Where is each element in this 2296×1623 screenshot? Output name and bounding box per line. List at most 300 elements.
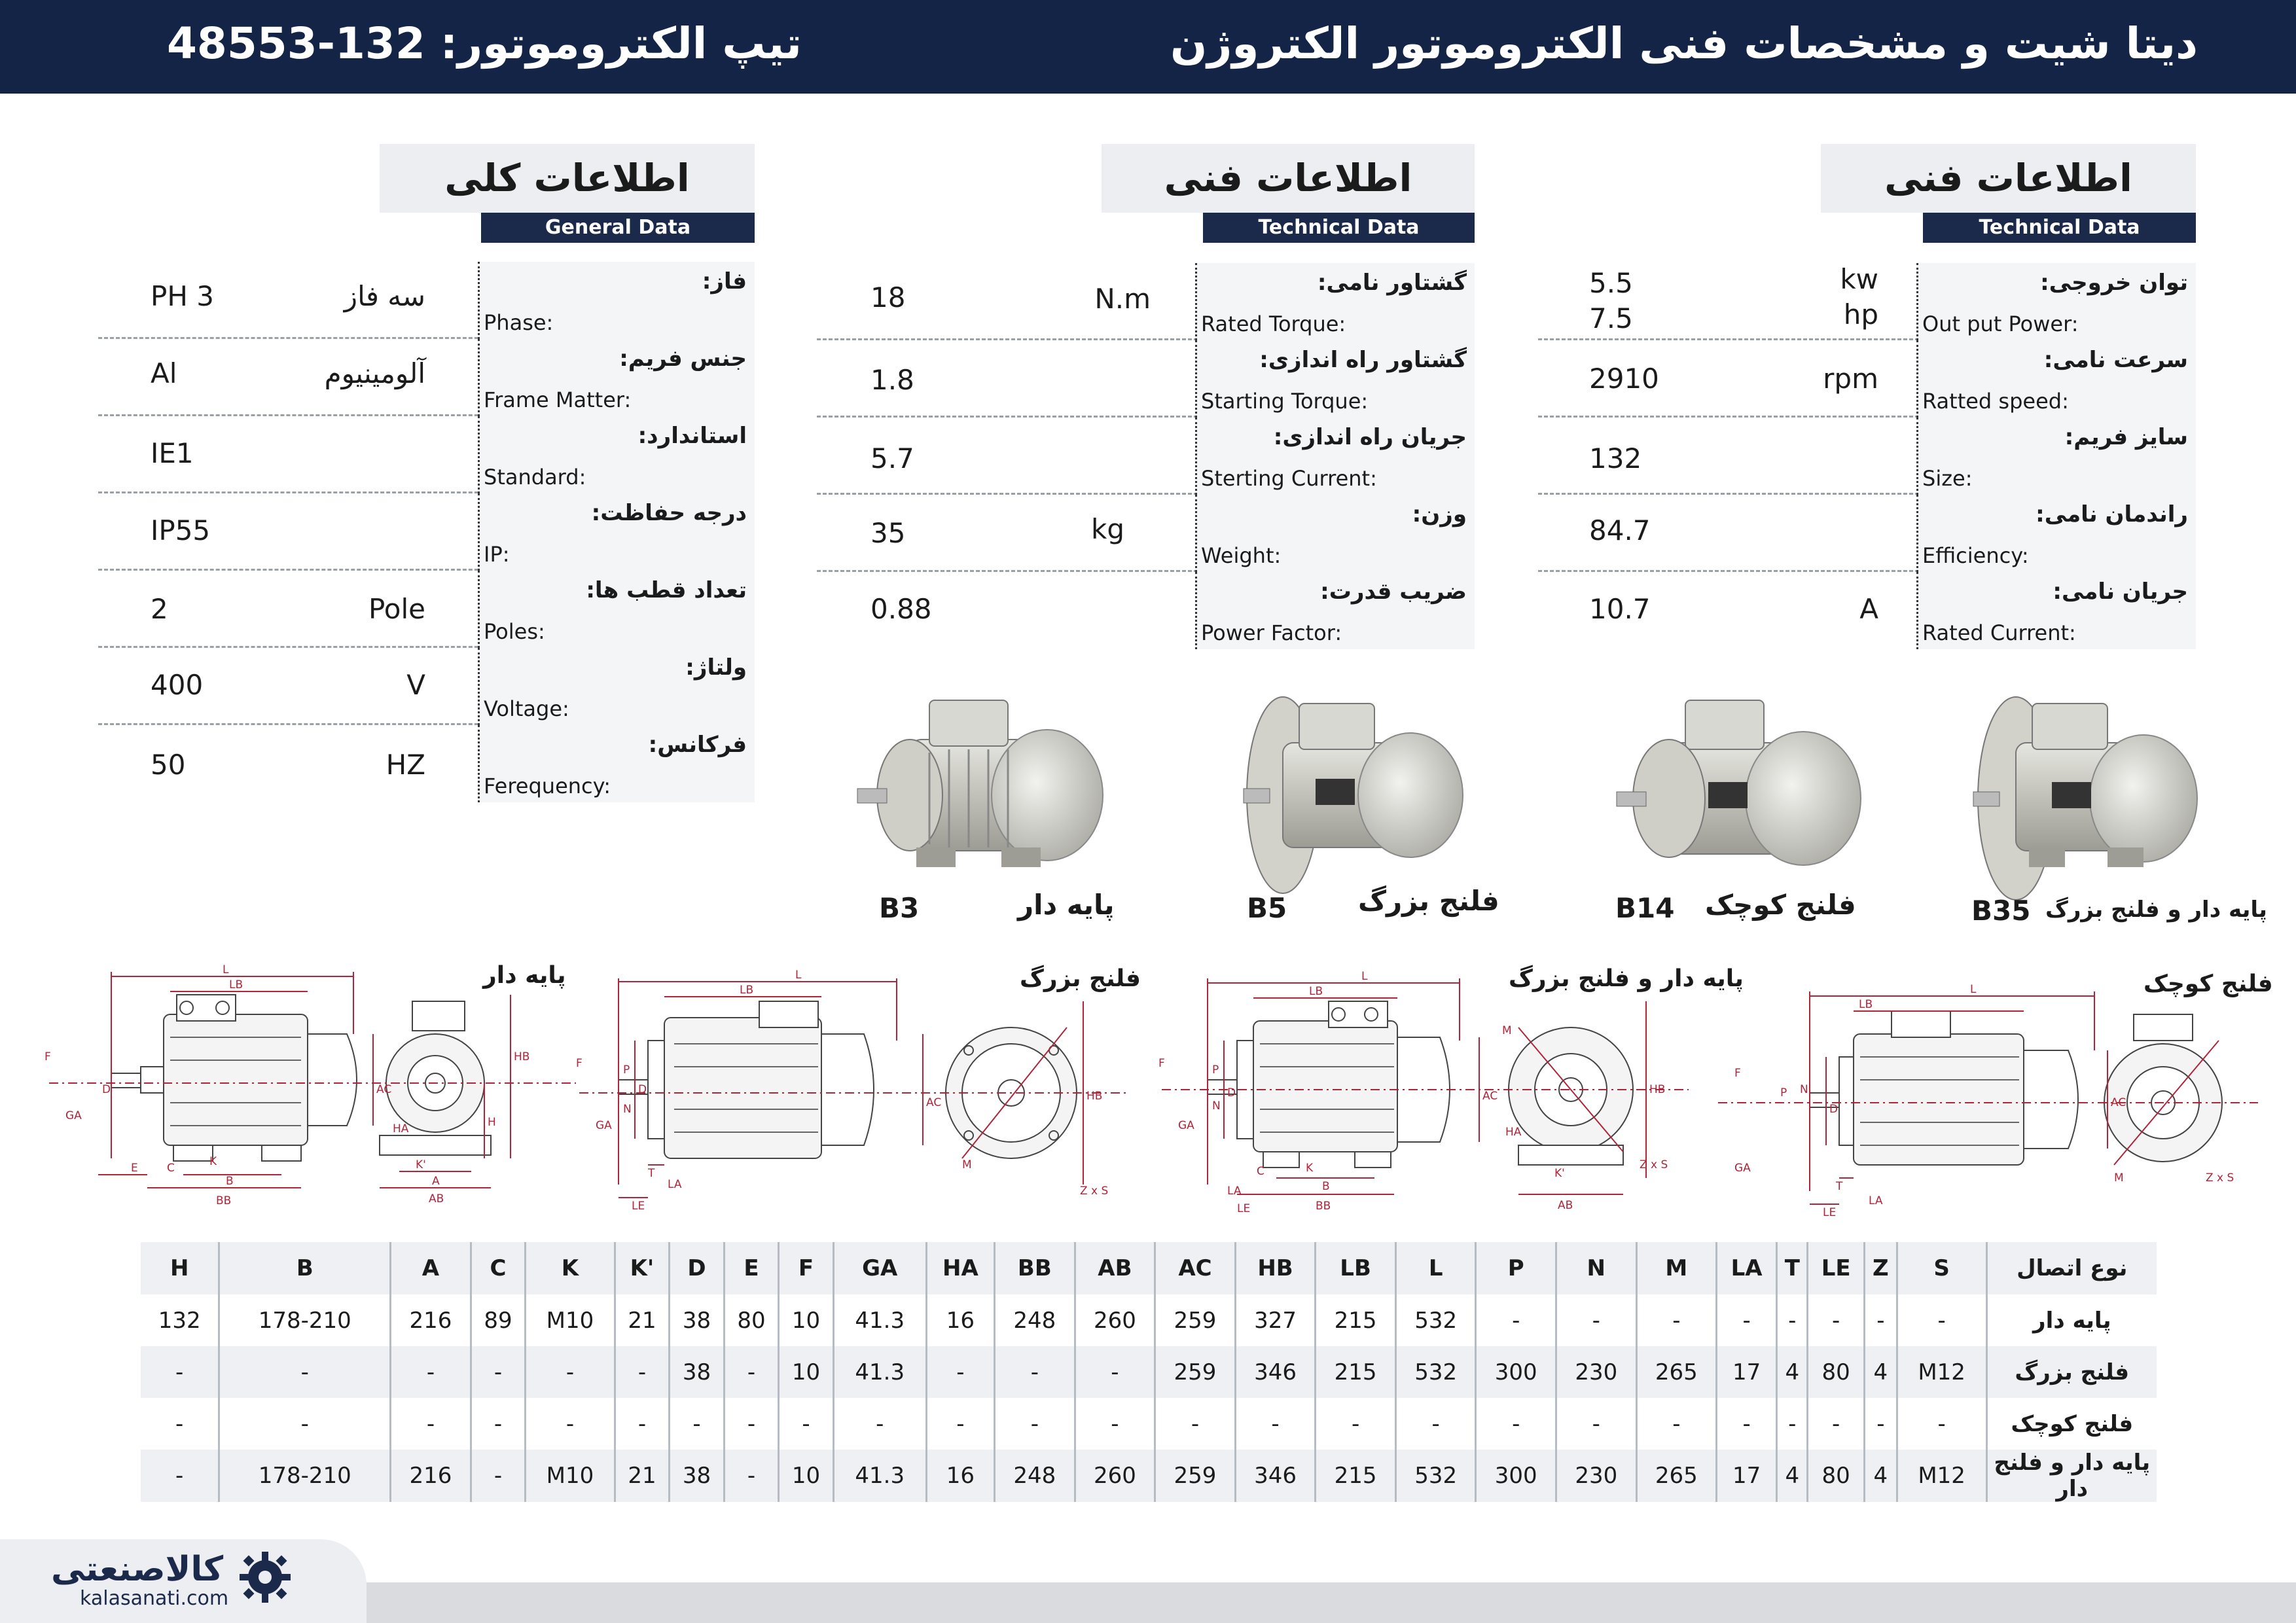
row-label-en: Power Factor:: [1201, 620, 1342, 645]
table-header: B: [219, 1242, 391, 1294]
dim-label: BB: [216, 1194, 232, 1207]
row-label-cell: [478, 725, 755, 802]
table-cell: -: [1777, 1294, 1808, 1346]
panel-title: اطلاعات کلی: [380, 144, 755, 213]
dim-label: GA: [1734, 1162, 1751, 1175]
row-label-cell: [1195, 263, 1475, 340]
table-cell: -: [141, 1398, 219, 1450]
drawing-title-flange-big: فلنج بزرگ: [1020, 965, 1141, 992]
website-url: kalasanati.com: [80, 1587, 229, 1610]
general-row-phase: [98, 262, 755, 339]
table-cell: 532: [1395, 1346, 1476, 1398]
row-label-fa: جریان نامی:: [2053, 579, 2188, 605]
table-cell: 41.3: [833, 1294, 926, 1346]
row-value: 2: [151, 593, 168, 625]
row-value: 1.8: [870, 364, 914, 396]
dim-label: LA: [668, 1178, 682, 1191]
row-unit: V: [406, 669, 425, 701]
table-cell: -: [1717, 1398, 1777, 1450]
dim-label: N: [1212, 1099, 1221, 1113]
table-header: H: [141, 1242, 219, 1294]
table-cell: 38: [670, 1346, 725, 1398]
row-label-en: Size:: [1922, 466, 1973, 491]
mount-code-b35: B35: [1971, 895, 2031, 927]
dim-label: F: [1734, 1067, 1741, 1080]
row-value-kw: 5.5: [1589, 267, 1633, 299]
row-label-en: Frame Matter:: [484, 387, 632, 412]
table-cell: 80: [724, 1294, 779, 1346]
table-cell: 230: [1556, 1346, 1637, 1398]
motor-photo-b5: [1244, 697, 1463, 893]
row-value: 35: [870, 517, 906, 549]
table-cell: -: [219, 1346, 391, 1398]
row-label-fa: درجه حفاظت:: [591, 500, 747, 526]
panel-subtitle: Technical Data: [1923, 213, 2196, 243]
dim-label: GA: [1178, 1119, 1194, 1132]
dimensions-table: [141, 1242, 2157, 1502]
gear-icon: [236, 1548, 295, 1607]
table-cell: 21: [615, 1294, 670, 1346]
table-cell: -: [1556, 1398, 1637, 1450]
table-header: T: [1777, 1242, 1808, 1294]
table-cell: -: [724, 1398, 779, 1450]
row-label-en: Phase:: [484, 310, 554, 335]
table-cell: -: [1897, 1294, 1986, 1346]
table-row-label: پایه دار و فلنج دار: [1986, 1450, 2157, 1502]
tech-row-rated-current: [1538, 572, 2196, 649]
row-value-hp: 7.5: [1589, 302, 1633, 334]
table-header: E: [724, 1242, 779, 1294]
dim-label: K: [1306, 1162, 1314, 1175]
table-cell: 532: [1395, 1450, 1476, 1502]
dim-label: GA: [596, 1119, 612, 1132]
table-cell: 80: [1808, 1346, 1864, 1398]
table-cell: M12: [1897, 1346, 1986, 1398]
dim-label: T: [1836, 1180, 1843, 1193]
dim-label: M: [1502, 1024, 1512, 1037]
tech-row-speed: [1538, 340, 2196, 418]
row-label-fa: تعداد قطب ها:: [586, 577, 747, 603]
dim-label: L: [795, 969, 802, 982]
row-label-en: Rated Current:: [1922, 620, 2076, 645]
table-header: BB: [995, 1242, 1075, 1294]
table-header: N: [1556, 1242, 1637, 1294]
dim-label: LE: [1237, 1202, 1251, 1215]
dim-label: B: [1322, 1180, 1330, 1193]
table-cell: -: [1316, 1398, 1396, 1450]
table-header: AB: [1075, 1242, 1155, 1294]
table-row: [141, 1450, 2157, 1502]
drawing-title-foot-flange: پایه دار و فلنج بزرگ: [1509, 965, 1744, 992]
dim-label: LB: [1859, 998, 1873, 1011]
row-label-cell: [478, 262, 755, 339]
dim-label: H: [488, 1116, 496, 1129]
dim-label: L: [1361, 970, 1368, 983]
dim-label: N: [623, 1103, 632, 1116]
dim-label: T: [648, 1167, 655, 1180]
dim-label: F: [576, 1057, 583, 1070]
dim-label: LB: [229, 978, 243, 991]
table-cell: 17: [1717, 1450, 1777, 1502]
row-unit: rpm: [1823, 363, 1878, 395]
dim-label: K: [209, 1155, 217, 1168]
dim-label: AC: [926, 1096, 942, 1109]
row-unit: آلومینیوم: [324, 357, 425, 389]
table-cell: -: [391, 1398, 471, 1450]
table-header: LB: [1316, 1242, 1396, 1294]
table-cell: -: [724, 1346, 779, 1398]
table-cell: 17: [1717, 1346, 1777, 1398]
panel-title: اطلاعات فنی: [1821, 144, 2196, 213]
table-cell: 532: [1395, 1294, 1476, 1346]
row-label-en: Sterting Current:: [1201, 466, 1377, 491]
table-header: C: [471, 1242, 526, 1294]
dim-label: E: [131, 1162, 138, 1175]
page-header: [0, 0, 2296, 94]
row-label-en: Ferequency:: [484, 774, 611, 798]
table-cell: -: [926, 1398, 994, 1450]
table-cell: -: [471, 1346, 526, 1398]
dim-label: HB: [1086, 1090, 1103, 1103]
table-cell: -: [1075, 1346, 1155, 1398]
dim-label: C: [167, 1162, 175, 1175]
table-cell: 300: [1476, 1450, 1556, 1502]
mount-label-b3: پایه دار: [1018, 889, 1115, 921]
table-row-label: فلنج بزرگ: [1986, 1346, 2157, 1398]
motor-type-label: تیپ الکتروموتور:: [440, 18, 802, 69]
row-label-en: IP:: [484, 542, 510, 567]
table-cell: -: [471, 1450, 526, 1502]
row-value: IE1: [151, 437, 194, 469]
dim-label: LE: [1823, 1206, 1837, 1219]
general-row-frame: [98, 339, 755, 416]
table-cell: -: [615, 1346, 670, 1398]
mount-code-b5: B5: [1247, 892, 1287, 924]
row-label-fa: جنس فریم:: [619, 346, 747, 372]
mount-code-b3: B3: [879, 892, 920, 924]
table-cell: 216: [391, 1294, 471, 1346]
tech-row-output-power: [1538, 263, 2196, 340]
row-label-en: Efficiency:: [1922, 543, 2029, 568]
table-cell: -: [1395, 1398, 1476, 1450]
dim-label: F: [45, 1050, 51, 1063]
table-cell: 10: [779, 1294, 834, 1346]
dim-label: LB: [1309, 985, 1323, 998]
row-label-cell: [478, 493, 755, 571]
table-cell: M12: [1897, 1450, 1986, 1502]
table-cell: 215: [1316, 1450, 1396, 1502]
motor-photo-b35: [1973, 697, 2197, 900]
table-cell: 10: [779, 1450, 834, 1502]
row-label-fa: گشتاور نامی:: [1317, 270, 1467, 296]
row-value: 5.7: [870, 442, 914, 474]
row-label-cell: [1916, 572, 2196, 649]
table-row: [141, 1294, 2157, 1346]
table-cell: 248: [995, 1450, 1075, 1502]
row-label-en: Out put Power:: [1922, 312, 2079, 336]
dim-label: K': [1554, 1167, 1565, 1180]
dim-label: P: [1780, 1086, 1787, 1099]
table-header: L: [1395, 1242, 1476, 1294]
general-row-poles: [98, 571, 755, 648]
row-value: 0.88: [870, 593, 932, 625]
row-label-en: Rated Torque:: [1201, 312, 1346, 336]
dim-label: K': [416, 1158, 426, 1171]
drawing-foot-flange: [1152, 969, 1689, 1224]
table-cell: 132: [141, 1294, 219, 1346]
drawing-flange-small: [1708, 982, 2258, 1224]
row-label-fa: فرکانس:: [648, 732, 747, 758]
table-header: GA: [833, 1242, 926, 1294]
general-row-frequency: [98, 725, 755, 802]
table-cell: -: [995, 1398, 1075, 1450]
table-cell: -: [1636, 1398, 1717, 1450]
dim-label: AB: [429, 1192, 444, 1205]
motor-type-code: 48553-132: [167, 18, 425, 69]
table-header: F: [779, 1242, 834, 1294]
table-cell: -: [615, 1398, 670, 1450]
drawing-foot: [39, 962, 576, 1224]
table-cell: 10: [779, 1346, 834, 1398]
row-unit-kw: kw: [1840, 263, 1878, 295]
tech-row-power-factor: [817, 572, 1475, 649]
page-title: دیتا شیت و مشخصات فنی الکتروموتور الکتروژن: [1170, 18, 2198, 69]
row-label-fa: ولتاژ:: [685, 654, 747, 681]
table-cell: 248: [995, 1294, 1075, 1346]
general-row-ip: [98, 493, 755, 571]
mount-label-b35: پایه دار و فلنج بزرگ: [2045, 897, 2267, 923]
table-cell: -: [1808, 1294, 1864, 1346]
row-label-en: Poles:: [484, 619, 545, 644]
table-header: نوع اتصال: [1986, 1242, 2157, 1294]
dim-label: LA: [1227, 1185, 1242, 1198]
table-header: S: [1897, 1242, 1986, 1294]
table-cell: -: [1897, 1398, 1986, 1450]
table-cell: 260: [1075, 1450, 1155, 1502]
table-cell: 215: [1316, 1294, 1396, 1346]
row-label-cell: [478, 648, 755, 725]
table-cell: -: [141, 1450, 219, 1502]
dim-label: D: [638, 1083, 647, 1096]
table-cell: M10: [526, 1450, 615, 1502]
dim-label: P: [623, 1063, 630, 1077]
table-cell: 80: [1808, 1450, 1864, 1502]
table-cell: 300: [1476, 1346, 1556, 1398]
table-cell: 178-210: [219, 1294, 391, 1346]
row-label-cell: [1195, 572, 1475, 649]
table-header: Z: [1864, 1242, 1897, 1294]
table-cell: M10: [526, 1294, 615, 1346]
mount-code-b14: B14: [1615, 892, 1675, 924]
row-value: PH 3: [151, 280, 214, 312]
dim-label: P: [1212, 1063, 1219, 1077]
table-cell: 4: [1777, 1450, 1808, 1502]
panel-title: اطلاعات فنی: [1102, 144, 1475, 213]
dim-label: HA: [1505, 1126, 1522, 1139]
row-value: IP55: [151, 514, 211, 546]
dim-label: GA: [65, 1109, 82, 1122]
table-cell: -: [1235, 1398, 1316, 1450]
table-cell: 4: [1864, 1346, 1897, 1398]
table-cell: 346: [1235, 1346, 1316, 1398]
dim-label: Z x S: [1640, 1158, 1668, 1171]
row-label-cell: [1195, 340, 1475, 418]
dim-label: LE: [632, 1200, 645, 1213]
table-header: D: [670, 1242, 725, 1294]
panel-subtitle: General Data: [481, 213, 755, 243]
table-cell: 38: [670, 1294, 725, 1346]
dim-label: L: [223, 963, 229, 976]
table-header: P: [1476, 1242, 1556, 1294]
row-unit: Pole: [368, 593, 425, 625]
row-label-en: Standard:: [484, 465, 586, 490]
panel-subtitle: Technical Data: [1203, 213, 1475, 243]
dim-label: HB: [1649, 1083, 1666, 1096]
tech-row-rated-torque: [817, 263, 1475, 340]
row-label-cell: [478, 571, 755, 648]
dim-label: AB: [1558, 1199, 1573, 1212]
tech-row-weight: [817, 495, 1475, 572]
row-value: 2910: [1589, 363, 1659, 395]
tech-row-efficiency: [1538, 495, 2196, 572]
row-label-cell: [1195, 495, 1475, 572]
table-cell: 259: [1155, 1346, 1236, 1398]
table-row: [141, 1346, 2157, 1398]
dim-label: Z x S: [1080, 1185, 1109, 1198]
table-cell: -: [724, 1450, 779, 1502]
motor-photo-b3: [857, 700, 1103, 867]
tech-row-size: [1538, 418, 2196, 495]
dim-label: N: [1800, 1083, 1808, 1096]
table-header: AC: [1155, 1242, 1236, 1294]
table-cell: 259: [1155, 1294, 1236, 1346]
table-cell: -: [779, 1398, 834, 1450]
table-cell: 89: [471, 1294, 526, 1346]
row-label-en: Voltage:: [484, 696, 569, 721]
row-label-fa: فاز:: [702, 268, 747, 294]
dim-label: F: [1158, 1057, 1165, 1070]
table-cell: 16: [926, 1294, 994, 1346]
general-row-standard: [98, 416, 755, 493]
table-cell: -: [526, 1398, 615, 1450]
table-cell: -: [1864, 1398, 1897, 1450]
dim-label: AC: [376, 1083, 392, 1096]
table-cell: 21: [615, 1450, 670, 1502]
row-label-fa: ضریب قدرت:: [1320, 579, 1467, 605]
dim-label: M: [962, 1158, 972, 1171]
table-cell: -: [1075, 1398, 1155, 1450]
table-header: HA: [926, 1242, 994, 1294]
row-unit: سه فاز: [344, 280, 425, 312]
table-cell: 215: [1316, 1346, 1396, 1398]
row-value: 10.7: [1589, 593, 1651, 625]
row-label-fa: راندمان نامی:: [2036, 501, 2188, 527]
drawing-title-flange-small: فلنج کوچک: [2144, 971, 2273, 997]
dim-label: L: [1970, 983, 1977, 996]
table-cell: 346: [1235, 1450, 1316, 1502]
row-label-cell: [1916, 495, 2196, 572]
row-value: 400: [151, 669, 204, 701]
table-header: K': [615, 1242, 670, 1294]
table-cell: -: [1717, 1294, 1777, 1346]
table-cell: 16: [926, 1450, 994, 1502]
tech-row-starting-current: [817, 418, 1475, 495]
table-row-label: پایه دار: [2033, 1307, 2111, 1334]
general-row-voltage: [98, 648, 755, 725]
table-row-label: فلنج کوچک: [2011, 1410, 2134, 1437]
table-cell: -: [670, 1398, 725, 1450]
table-cell: 41.3: [833, 1346, 926, 1398]
dim-label: C: [1257, 1165, 1265, 1178]
table-cell: -: [833, 1398, 926, 1450]
table-header: HB: [1235, 1242, 1316, 1294]
table-header: K: [526, 1242, 615, 1294]
row-value: 84.7: [1589, 514, 1651, 546]
table-cell: -: [1777, 1398, 1808, 1450]
table-cell: 260: [1075, 1294, 1155, 1346]
dim-label: LB: [740, 984, 754, 997]
table-cell: 38: [670, 1450, 725, 1502]
dim-label: D: [102, 1083, 111, 1096]
dim-label: AC: [2111, 1096, 2126, 1109]
table-cell: 327: [1235, 1294, 1316, 1346]
table-cell: 41.3: [833, 1450, 926, 1502]
row-unit-hp: hp: [1843, 298, 1878, 330]
table-cell: -: [219, 1398, 391, 1450]
table-cell: -: [471, 1398, 526, 1450]
dim-label: AC: [1482, 1090, 1498, 1103]
row-unit: HZ: [386, 749, 425, 781]
dim-label: HA: [393, 1122, 409, 1135]
table-cell: 4: [1777, 1346, 1808, 1398]
table-header-row: [141, 1242, 2157, 1294]
row-label-fa: استاندارد:: [637, 423, 747, 449]
table-cell: 265: [1636, 1450, 1717, 1502]
row-label-cell: [1195, 418, 1475, 495]
dim-label: M: [2114, 1171, 2124, 1185]
table-cell: -: [995, 1346, 1075, 1398]
dim-label: D: [1829, 1103, 1839, 1116]
table-cell: 4: [1864, 1450, 1897, 1502]
row-label-en: Ratted speed:: [1922, 389, 2069, 414]
row-label-fa: جریان راه اندازی:: [1273, 424, 1467, 450]
mount-label-b5: فلنج بزرگ: [1358, 885, 1499, 917]
row-label-en: Starting Torque:: [1201, 389, 1369, 414]
row-value: 50: [151, 749, 186, 781]
row-label-fa: سایز فریم:: [2064, 424, 2188, 450]
table-cell: 265: [1636, 1346, 1717, 1398]
dim-label: Z x S: [2206, 1171, 2234, 1185]
drawing-flange-big: [569, 969, 1126, 1217]
table-cell: -: [1636, 1294, 1717, 1346]
table-cell: -: [1476, 1398, 1556, 1450]
table-cell: -: [526, 1346, 615, 1398]
mount-label-b14: فلنج کوچک: [1705, 889, 1856, 921]
row-unit: A: [1859, 593, 1878, 625]
tech-row-starting-torque: [817, 340, 1475, 418]
row-value: 18: [870, 281, 906, 313]
table-cell: -: [926, 1346, 994, 1398]
motor-photo-b14: [1617, 700, 1861, 865]
row-label-fa: سرعت نامی:: [2043, 347, 2188, 373]
row-unit: kg: [1091, 513, 1124, 545]
table-cell: -: [141, 1346, 219, 1398]
row-label-cell: [478, 416, 755, 493]
table-cell: 216: [391, 1450, 471, 1502]
row-label-fa: گشتاور راه اندازی:: [1259, 347, 1467, 373]
table-header: LE: [1808, 1242, 1864, 1294]
table-cell: -: [1808, 1398, 1864, 1450]
